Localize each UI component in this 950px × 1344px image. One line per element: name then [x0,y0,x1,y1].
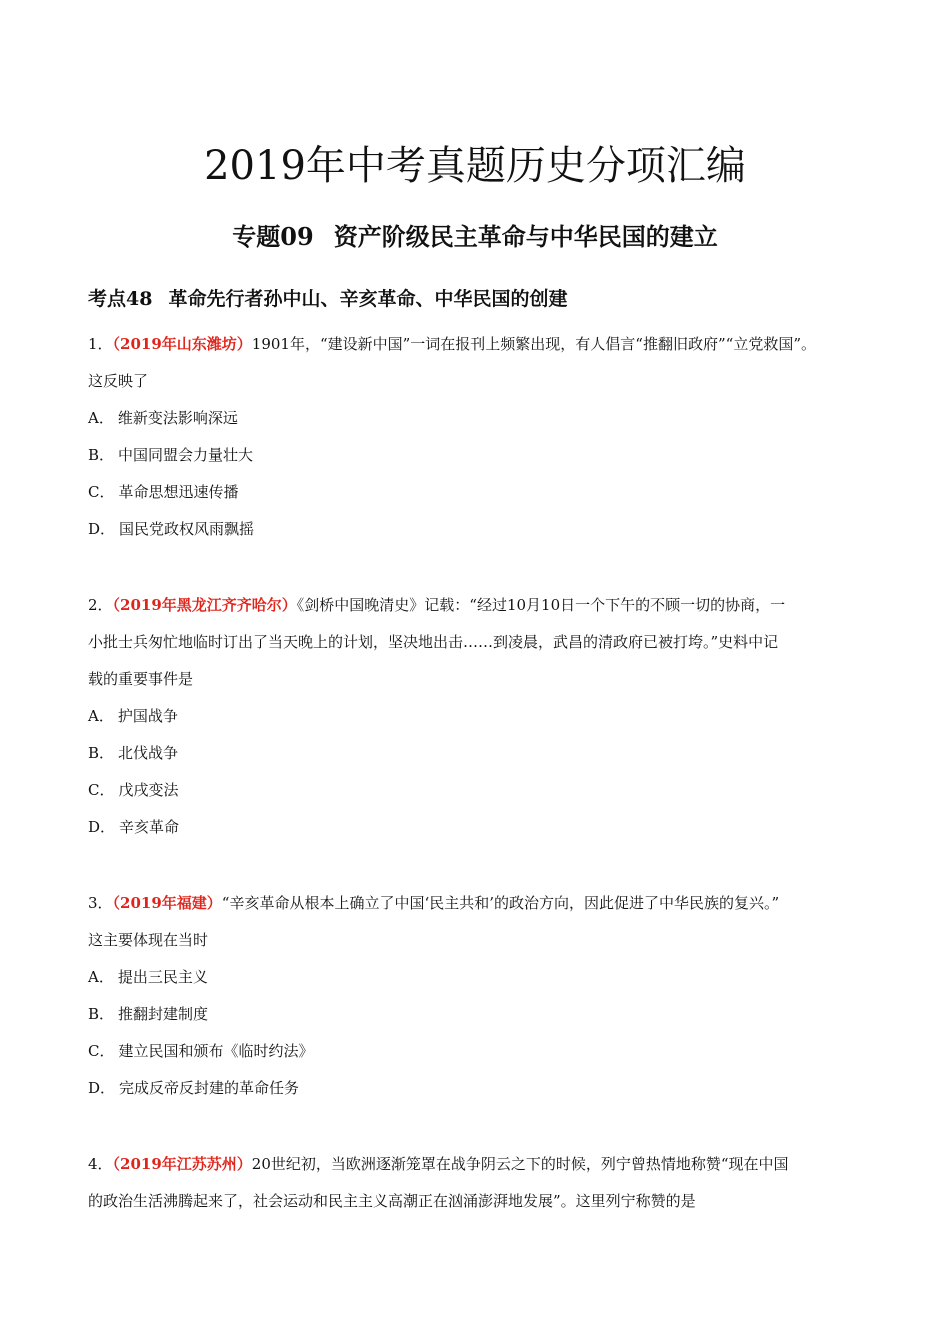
section-topic: 革命先行者孙中山、辛亥革命、中华民国的创建 [168,288,568,310]
subtitle-topic: 资产阶级民主革命与中华民国的建立 [333,222,718,251]
option-c [88,772,864,809]
question-stem [88,1146,864,1183]
question-number: 3． [88,894,113,912]
question-text-line: 这主要体现在当时 [88,931,209,949]
question-text-line: 这反映了 [88,372,149,390]
option-d [88,511,864,548]
question-stem [88,587,864,624]
subtitle-label: 专题09 [232,222,314,251]
question-source: （2019年福建） [112,894,222,912]
option-c [88,1033,864,1070]
option-letter: A． [88,409,114,427]
option-c [88,474,864,511]
option-letter: D． [88,520,116,538]
question-source: （2019年黑龙江齐齐哈尔） [112,596,297,614]
question-text: 《剑桥中国晚清史》记载：“经过10月10日一个下午的不顾一切的协商，一 [296,596,786,614]
option-letter: C． [88,1042,115,1060]
option-a [88,400,864,437]
option-letter: A． [88,968,114,986]
question-text: “辛亥革命从根本上确立了中国‘民主共和’的政治方向，因此促进了中华民族的复兴。” [221,894,780,912]
option-text: 辛亥革命 [119,818,180,836]
option-text: 戊戌变法 [118,781,179,799]
option-a [88,959,864,996]
page-title: 2019年中考真题历史分项汇编 [204,143,746,189]
question-1 [88,326,864,548]
option-text: 推翻封建制度 [118,1005,209,1023]
option-letter: B． [88,1005,115,1023]
option-text: 建立民国和颁布《临时约法》 [118,1042,314,1060]
option-text: 护国战争 [117,707,178,725]
section-heading [88,284,567,314]
option-b [88,735,864,772]
subtitle [0,220,950,254]
option-text: 革命思想迅速传播 [118,483,239,501]
option-text: 提出三民主义 [117,968,208,986]
question-text-line: 小批士兵匆忙地临时订出了当天晚上的计划，坚决地出击……到凌晨，武昌的清政府已被打垮。”史料中记 [88,633,779,651]
section-label: 考点48 [88,288,153,310]
question-number: 1． [88,335,113,353]
question-stem [88,326,864,363]
option-text: 北伐战争 [118,744,179,762]
option-letter: B． [88,446,115,464]
question-2 [88,587,864,846]
question-3 [88,885,864,1107]
question-text: 20世纪初，当欧洲逐渐笼罩在战争阴云之下的时候，列宁曾热情地称赞“现在中国 [251,1155,789,1173]
question-stem [88,885,864,922]
option-letter: C． [88,483,115,501]
option-b [88,437,864,474]
question-text: 1901年，“建设新中国”一词在报刊上频繁出现，有人倡言“推翻旧政府”“立党救国”。 [251,335,816,353]
question-source: （2019年江苏苏州） [112,1155,252,1173]
option-letter: D． [88,818,116,836]
option-a [88,698,864,735]
option-text: 维新变法影响深远 [117,409,238,427]
option-d [88,1070,864,1107]
option-text: 中国同盟会力量壮大 [118,446,254,464]
option-letter: B． [88,744,115,762]
question-4 [88,1146,864,1220]
option-d [88,809,864,846]
option-b [88,996,864,1033]
question-number: 2． [88,596,113,614]
option-text: 国民党政权风雨飘摇 [119,520,255,538]
option-letter: C． [88,781,115,799]
question-source: （2019年山东潍坊） [112,335,252,353]
question-text-line: 的政治生活沸腾起来了，社会运动和民主主义高潮正在汹涌澎湃地发展”。这里列宁称赞的是 [88,1192,696,1210]
question-text-line: 载的重要事件是 [88,670,194,688]
question-number: 4． [88,1155,113,1173]
option-letter: A． [88,707,114,725]
option-text: 完成反帝反封建的革命任务 [119,1079,300,1097]
option-letter: D． [88,1079,116,1097]
